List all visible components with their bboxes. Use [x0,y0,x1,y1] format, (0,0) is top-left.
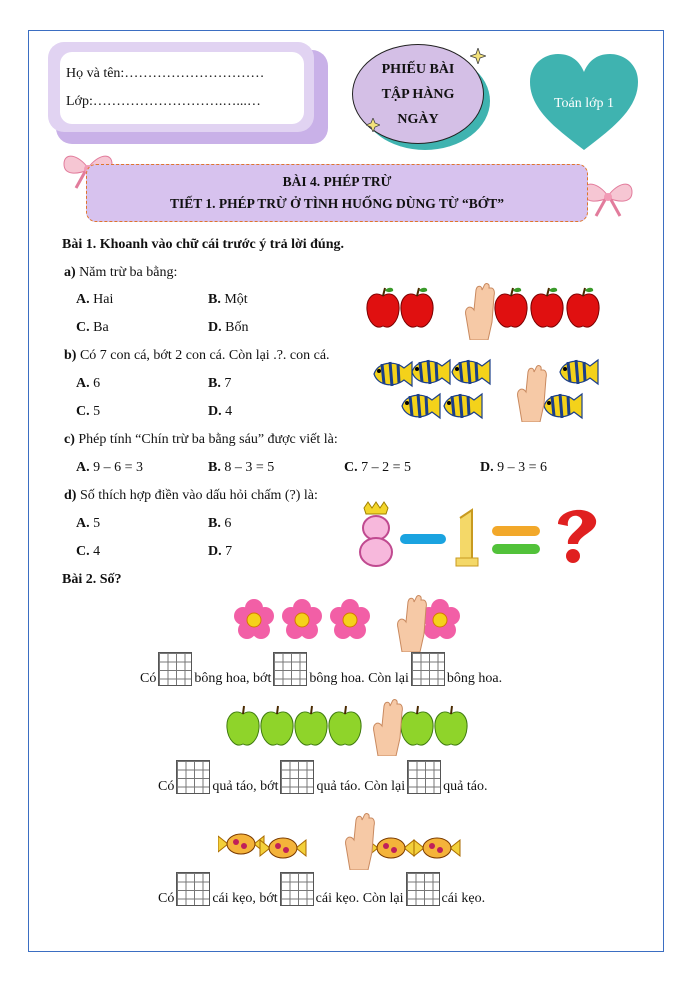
option-c-D[interactable]: D. 9 – 3 = 6 [480,460,548,475]
hand-icon [460,282,498,340]
answer-box[interactable] [176,760,210,794]
sentence-apples: Có quả táo, bớt quả táo. Còn lại quả táo. [158,760,487,804]
green-apples-illustration [226,704,476,748]
sentence-candies: Có cái kẹo, bớt cái kẹo. Còn lại cái kẹo. [158,872,485,916]
equation-8-minus-1-illustration [352,500,604,570]
answer-box[interactable] [280,872,314,906]
option-b-A[interactable]: A. 6 [76,376,101,391]
option-d-D[interactable]: D. 7 [208,544,233,559]
hand-icon [392,594,430,652]
option-c-C[interactable]: C. 7 – 2 = 5 [344,460,412,475]
hand-icon [512,364,550,422]
hand-icon [340,812,378,870]
name-field[interactable]: Họ và tên:………………………… [66,66,265,81]
lesson-title: BÀI 4. PHÉP TRỪ [282,174,392,189]
answer-box[interactable] [280,760,314,794]
sentence-flowers: Có bông hoa, bớt bông hoa. Còn lại bông hoa. [140,652,502,696]
grade-label: Toán lớp 1 [553,96,615,111]
worksheet-title-line: NGÀY [397,112,439,127]
worksheet-title-line: TẬP HÀNG [381,87,455,102]
bow-icon [580,178,636,218]
exercise2-title: Bài 2. Số? [62,572,122,587]
question-a: a) Năm trừ ba bằng: [64,265,178,280]
lesson-banner [86,164,588,222]
answer-box[interactable] [406,872,440,906]
option-d-A[interactable]: A. 5 [76,516,101,531]
option-b-D[interactable]: D. 4 [208,404,233,419]
option-d-C[interactable]: C. 4 [76,544,101,559]
option-d-B[interactable]: B. 6 [208,516,232,531]
answer-box[interactable] [158,652,192,686]
period-title: TIẾT 1. PHÉP TRỪ Ở TÌNH HUỐNG DÙNG TỪ “BỚT” [169,196,505,211]
hand-icon [368,698,406,756]
option-c-A[interactable]: A. 9 – 6 = 3 [76,460,144,475]
class-field[interactable]: Lớp:……………………….…...… [66,94,261,109]
exercise1-title: Bài 1. Khoanh vào chữ cái trước ý trả lời đúng. [62,237,344,252]
question-d: d) Số thích hợp điền vào dấu hỏi chấm (?) là: [64,488,318,503]
question-c: c) Phép tính “Chín trừ ba bằng sáu” được viết là: [64,432,338,447]
option-a-C[interactable]: C. Ba [76,320,109,335]
question-b: b) Có 7 con cá, bớt 2 con cá. Còn lại .?. con cá. [64,348,330,363]
answer-box[interactable] [176,872,210,906]
sparkle-icon [366,118,380,132]
option-b-C[interactable]: C. 5 [76,404,101,419]
option-a-A[interactable]: A. Hai [76,292,114,307]
answer-box[interactable] [273,652,307,686]
option-a-D[interactable]: D. Bốn [208,320,249,335]
student-info-box [48,42,328,144]
worksheet-title-line: PHIẾU BÀI [381,62,455,77]
answer-box[interactable] [407,760,441,794]
option-a-B[interactable]: B. Một [208,292,248,307]
option-c-B[interactable]: B. 8 – 3 = 5 [208,460,275,475]
option-b-B[interactable]: B. 7 [208,376,232,391]
fish-illustration [368,356,604,426]
sparkle-icon [470,48,486,64]
answer-box[interactable] [411,652,445,686]
